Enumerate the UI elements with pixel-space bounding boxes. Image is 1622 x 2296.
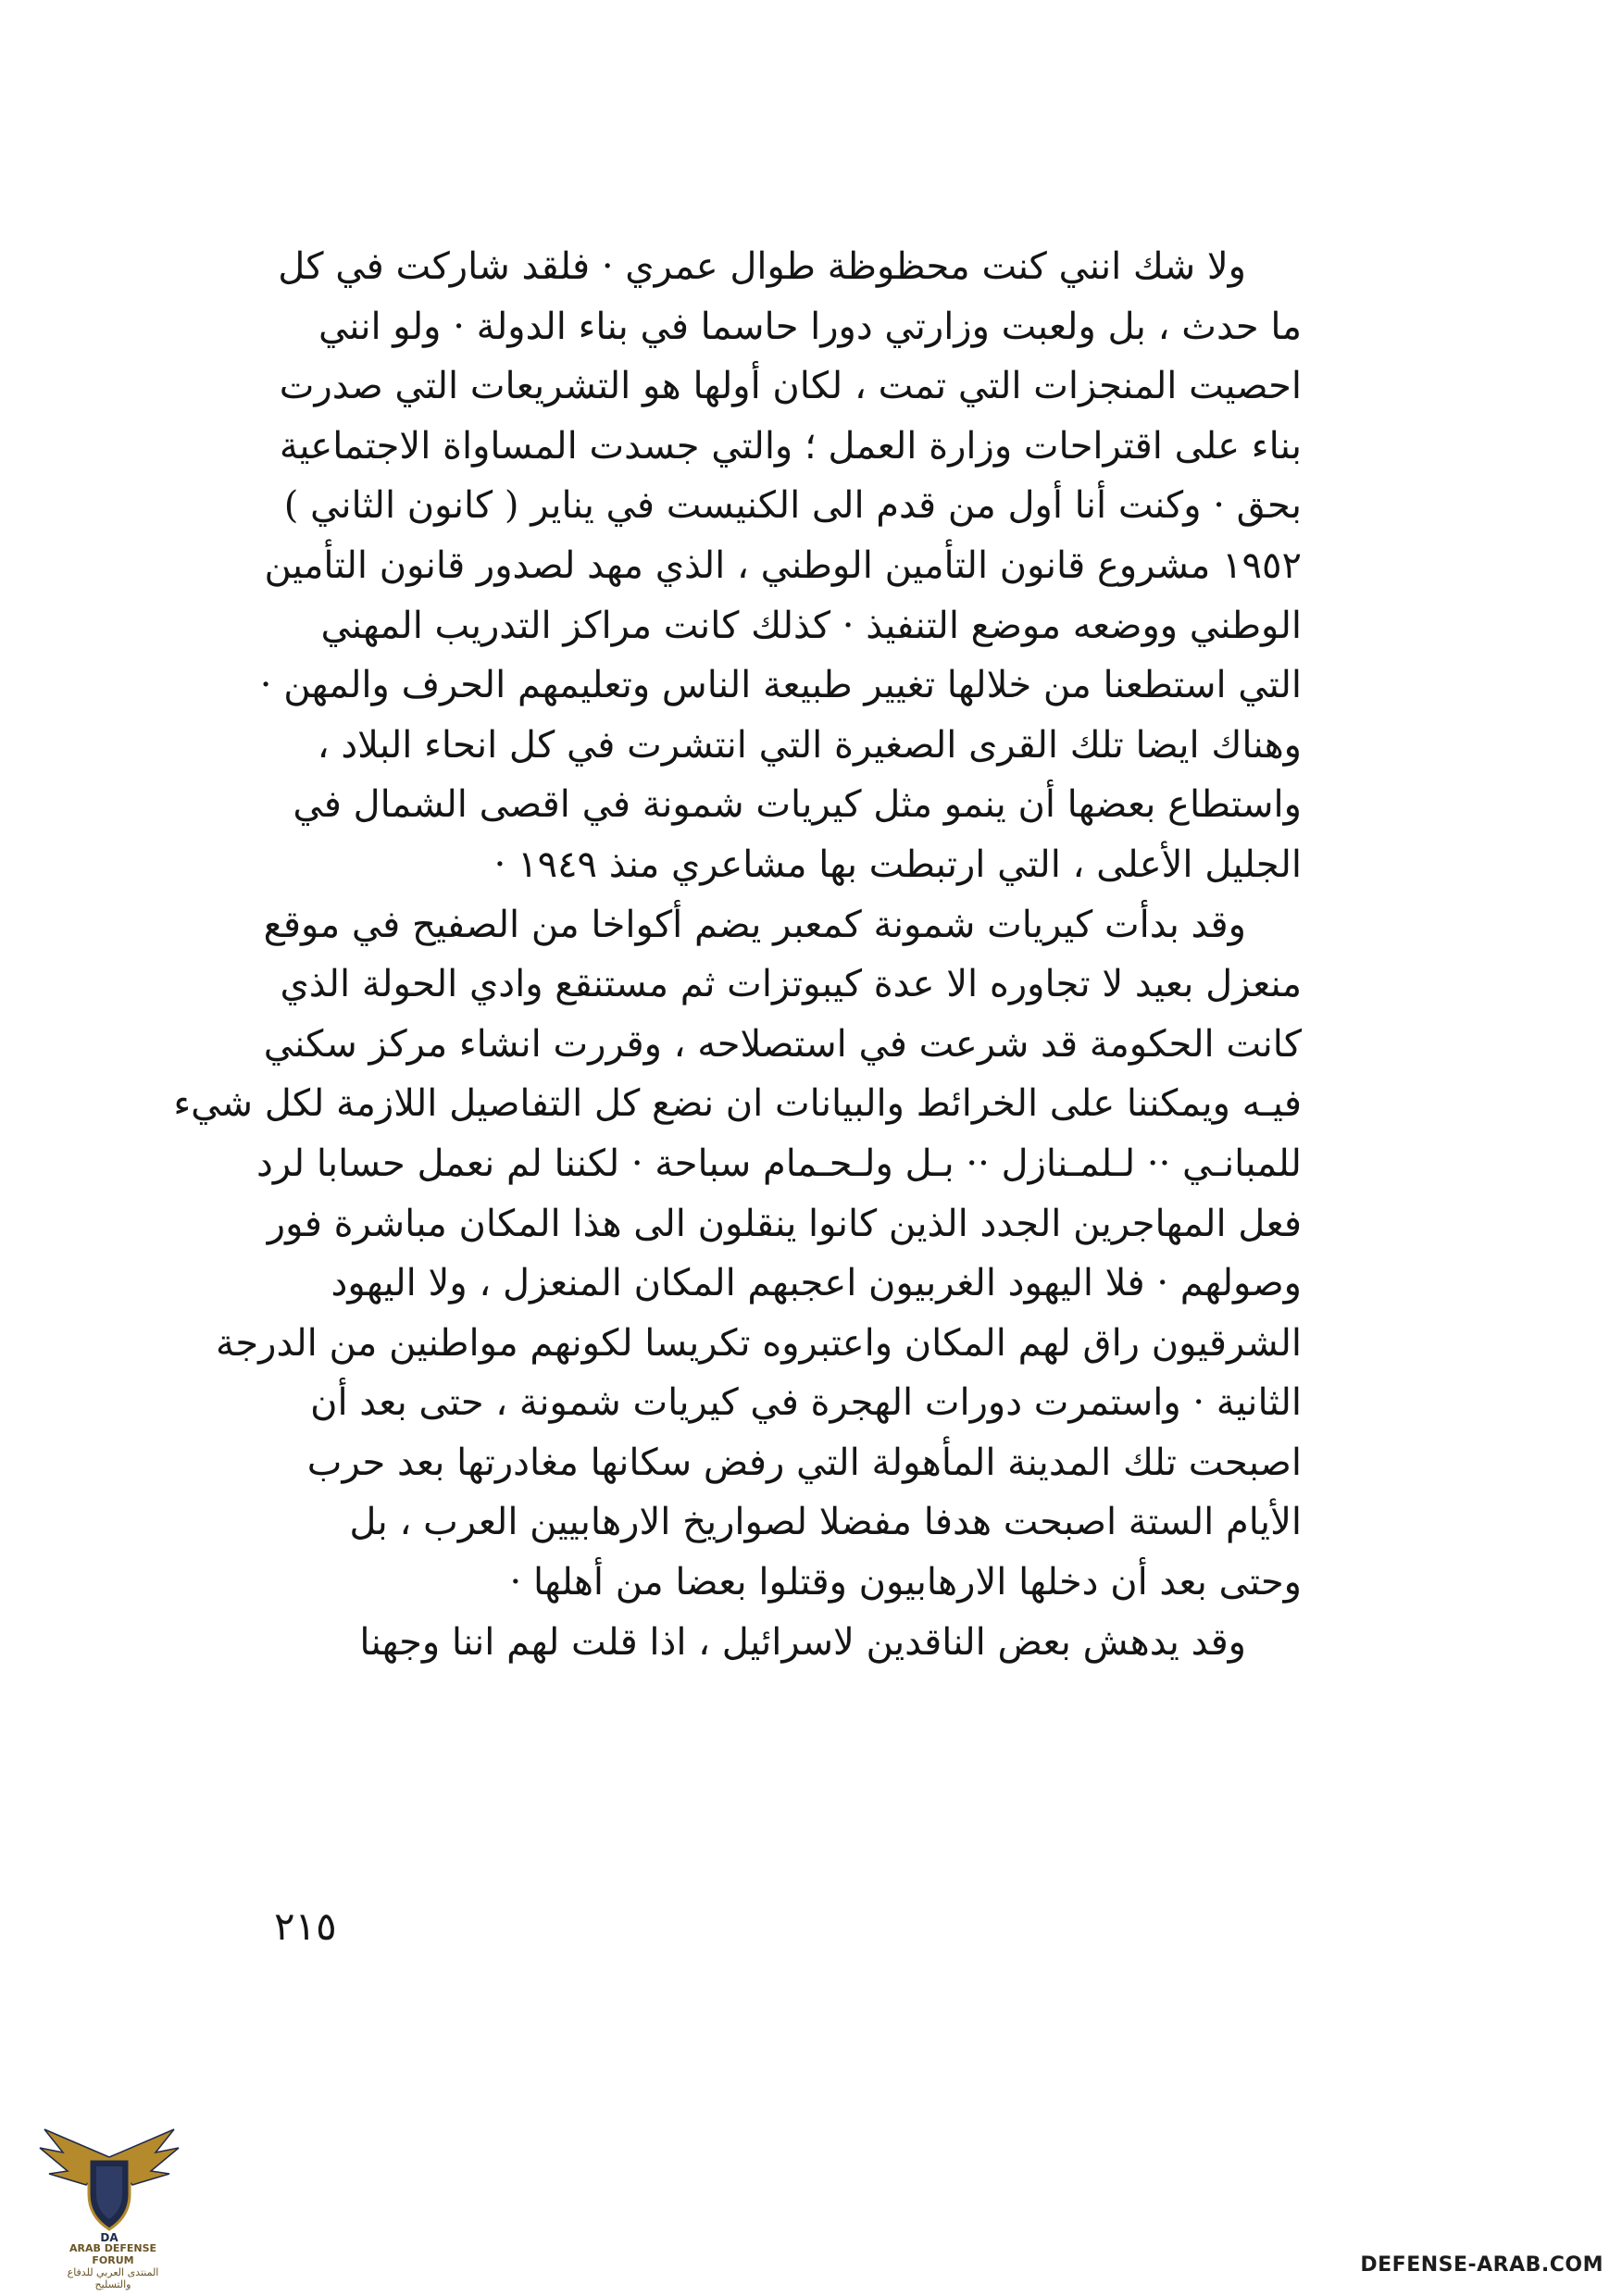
page-body (173, 237, 1302, 1672)
text-line: وهناك ايضا تلك القرى الصغيرة التي انتشرت في كل انحاء البلاد ، (317, 723, 1302, 767)
forum-name-ar: المنتدى العربي للدفاع والتسليح (67, 2266, 159, 2290)
text-line: وصولهم · فلا اليهود الغربيون اعجبهم المكان المنعزل ، ولا اليهود (331, 1262, 1302, 1305)
text-line: التي استطعنا من خلالها تغيير طبيعة الناس وتعليمهم الحرف والمهن · (259, 664, 1302, 707)
text-line: فيـه ويمكننا على الخرائط والبيانات ان نضع كل التفاصيل اللازمة لكل شيء (173, 1082, 1302, 1126)
text-line: منعزل بعيد لا تجاوره الا عدة كيبوتزات ثم مستنقع وادي الحولة الذي (280, 963, 1302, 1006)
text-line: ما حدث ، بل ولعبت وزارتي دورا حاسما في بناء الدولة · ولو انني (318, 305, 1302, 348)
page-number: ٢١٥ (274, 1903, 337, 1949)
text-line: بحق · وكنت أنا أول من قدم الى الكنيست في يناير ( كانون الثاني ) (283, 484, 1302, 528)
forum-name (48, 2242, 178, 2290)
logo-badge: DA (100, 2231, 119, 2244)
text-line: وقد بدأت كيريات شمونة كمعبر يضم أكواخا من الصفيح في موقع (263, 903, 1246, 946)
site-watermark: DEFENSE-ARAB.COM (1360, 2253, 1603, 2277)
eagle-shield-icon (35, 2120, 183, 2240)
text-line: واستطاع بعضها أن ينمو مثل كيريات شمونة في اقصى الشمال في (293, 783, 1302, 827)
text-line: وحتى بعد أن دخلها الارهابيون وقتلوا بعضا من أهلها · (509, 1561, 1302, 1604)
text-line: فعل المهاجرين الجدد الذين كانوا ينقلون الى هذا المكان مباشرة فور (267, 1202, 1302, 1245)
text-line: اصبحت تلك المدينة المأهولة التي رفض سكانها مغادرتها بعد حرب (306, 1441, 1302, 1484)
text-line: وقد يدهش بعض الناقدين لاسرائيل ، اذا قلت لهم اننا وجهنا (359, 1620, 1246, 1664)
forum-name-en: ARAB DEFENSE FORUM (69, 2242, 157, 2266)
text-line: الشرقيون راق لهم المكان واعتبروه تكريسا لكونهم مواطنين من الدرجة (215, 1321, 1302, 1365)
text-line: الأيام الستة اصبحت هدفا مفضلا لصواريخ الارهابيين العرب ، بل (349, 1501, 1302, 1544)
text-line: الجليل الأعلى ، التي ارتبطت بها مشاعري منذ ١٩٤٩ · (493, 842, 1302, 886)
text-line: الثانية · واستمرت دورات الهجرة في كيريات شمونة ، حتى بعد أن (310, 1381, 1302, 1425)
paragraph-1 (259, 237, 1302, 895)
text-line: للمبانـي ·· لـلمـنازل ·· بـل ولـحـمام سباحة · لكننا لم نعمل حسابا لرد (256, 1142, 1302, 1185)
text-line: ١٩٥٢ مشروع قانون التأمين الوطني ، الذي مهد لصدور قانون التأمين (264, 543, 1302, 587)
paragraph-3 (274, 1613, 1302, 1673)
text-line: الوطني ووضعه موضع التنفيذ · كذلك كانت مراكز التدريب المهني (320, 604, 1302, 647)
paragraph-2 (173, 895, 1302, 1613)
text-line: كانت الحكومة قد شرعت في استصلاحه ، وقررت انشاء مركز سكني (263, 1022, 1302, 1066)
text-line: ولا شك انني كنت محظوظة طوال عمري · فلقد شاركت في كل (278, 245, 1246, 288)
text-line: بناء على اقتراحات وزارة العمل ؛ والتي جسدت المساواة الاجتماعية (279, 424, 1302, 468)
text-line: احصيت المنجزات التي تمت ، لكان أولها هو التشريعات التي صدرت (279, 365, 1302, 408)
